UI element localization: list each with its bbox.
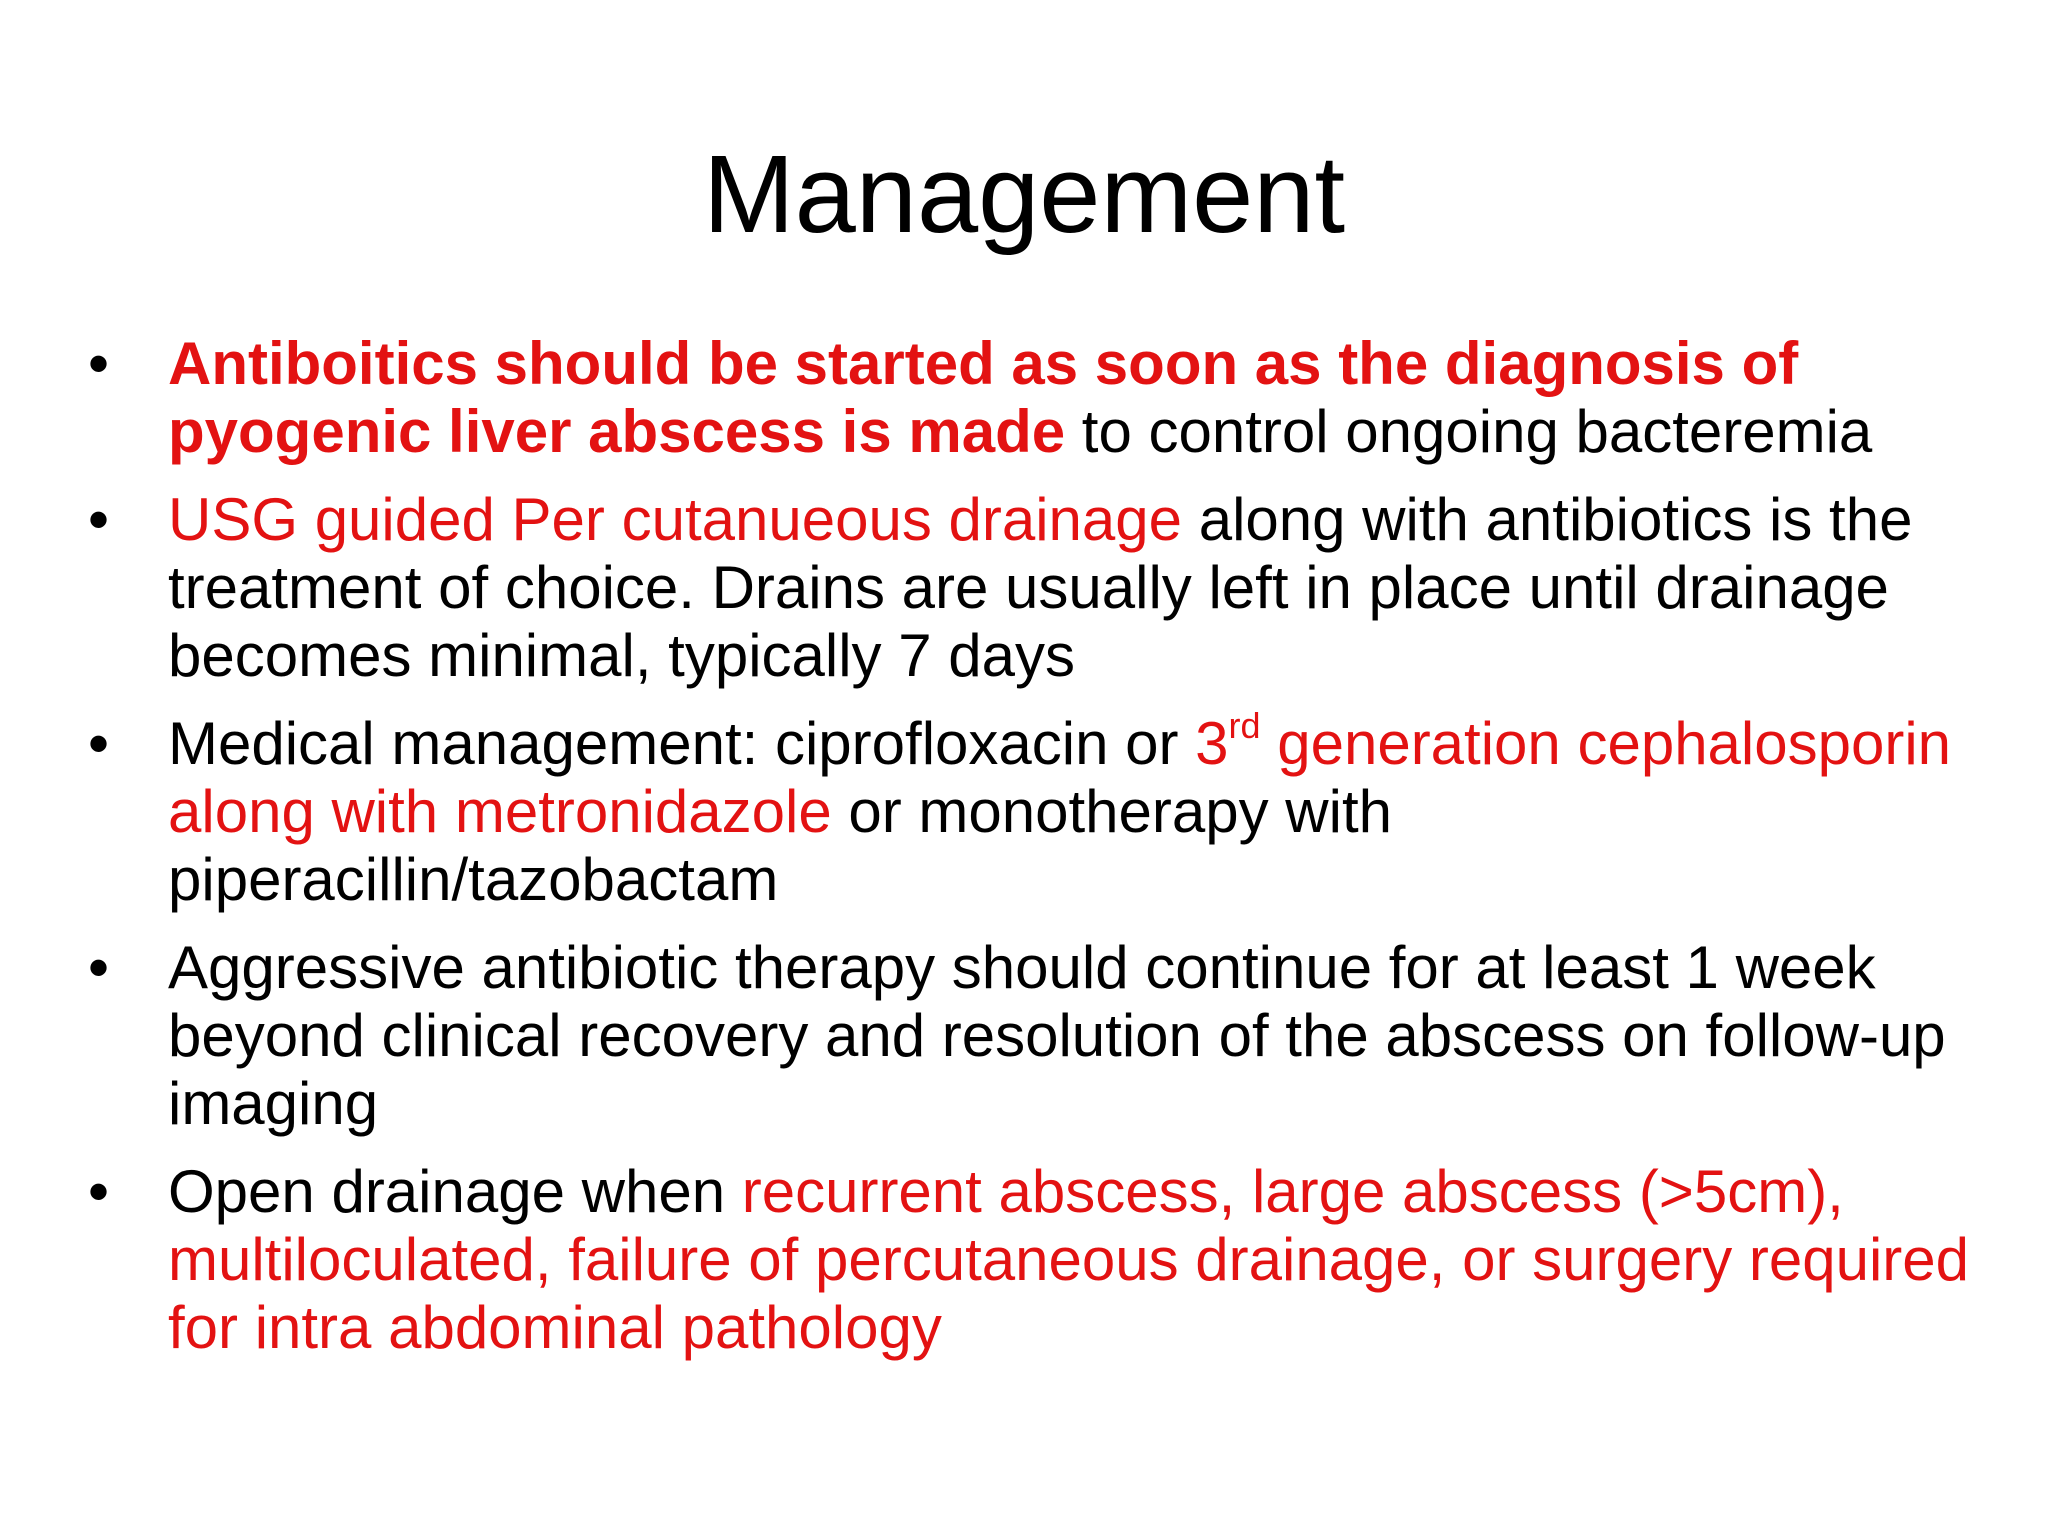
bullet-text: Aggressive antibiotic therapy should continue for at least 1 week beyond clinical recovery and resolution of the abscess on follow-up imaging xyxy=(168,934,1946,1137)
bullet-dot: • xyxy=(88,934,110,1001)
bullet-item-duration xyxy=(0,934,2048,1138)
bullet-text-highlight-number: 3 xyxy=(1195,710,1229,777)
slide-title: Management xyxy=(702,133,1346,256)
bullet-text: along with antibiotics is the treatment of choice. Drains are usually left in place until drainage becomes minimal, typically 7 days xyxy=(168,486,1913,689)
bullet-text-highlight: generation cephalosporin along with metronidazole xyxy=(168,710,1952,845)
bullet-dot: • xyxy=(88,1158,110,1225)
bullet-dot: • xyxy=(88,710,110,777)
bullet-item-medical-management xyxy=(0,705,2048,914)
bullet-dot: • xyxy=(88,486,110,553)
bullet-text: Medical management: ciprofloxacin or xyxy=(168,710,1196,777)
bullet-text: or monotherapy with piperacillin/tazobactam xyxy=(168,778,1393,913)
bullet-item-antibiotics xyxy=(0,330,2048,466)
bullet-text-highlight: USG guided Per cutanueous drainage xyxy=(168,486,1183,553)
bullet-text: Open drainage when xyxy=(168,1158,742,1225)
bullet-text-highlight: recurrent abscess, large abscess (>5cm), multiloculated, failure of percutaneous drainage, or surgery required for intra abdominal pathology xyxy=(168,1158,1970,1361)
bullet-item-open-drainage xyxy=(0,1158,2048,1362)
bullet-text-superscript: rd xyxy=(1228,705,1261,746)
bullet-list xyxy=(0,330,2048,1382)
bullet-item-drainage xyxy=(0,486,2048,690)
bullet-text-highlight: Antiboitics should be started as soon as the diagnosis of pyogenic liver abscess is made xyxy=(168,330,1799,465)
bullet-text: to control ongoing bacteremia xyxy=(1065,398,1873,465)
bullet-dot: • xyxy=(88,330,110,397)
